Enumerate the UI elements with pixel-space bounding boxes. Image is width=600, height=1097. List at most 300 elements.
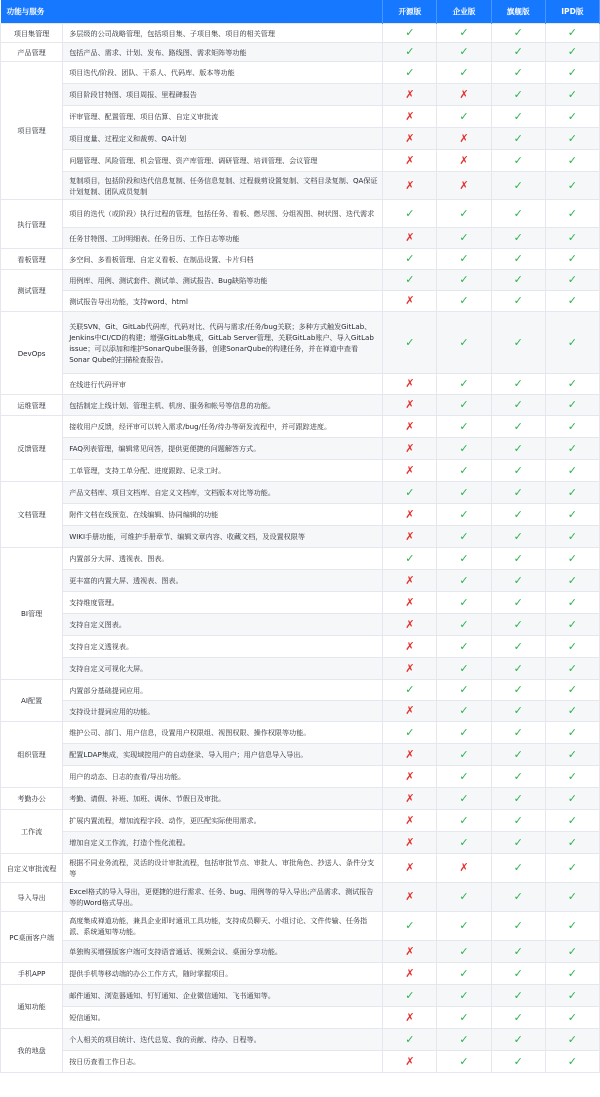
check-icon: ✓ — [405, 206, 415, 220]
feature-description: WIKI手册功能，可维护手册章节、编辑文章内容、收藏文档，及设置权限等 — [63, 526, 383, 548]
feature-description: 支持设计提词应用的功能。 — [63, 701, 383, 722]
check-icon: ✓ — [459, 813, 469, 827]
table-row — [1, 832, 600, 854]
cross-icon: ✗ — [405, 639, 415, 653]
table-row — [1, 395, 600, 416]
table-row — [1, 482, 600, 504]
table-header-row — [1, 0, 600, 24]
availability-cell — [491, 832, 545, 854]
category-cell: 执行管理 — [1, 200, 63, 249]
check-icon: ✓ — [513, 26, 523, 39]
check-icon: ✓ — [405, 335, 415, 349]
table-row — [1, 883, 600, 912]
check-icon: ✓ — [513, 769, 523, 783]
availability-cell — [383, 570, 437, 592]
availability-cell — [491, 1029, 545, 1051]
feature-description: 支持自定义透视表。 — [63, 636, 383, 658]
availability-cell — [437, 592, 491, 614]
availability-cell — [383, 1051, 437, 1073]
availability-cell — [491, 680, 545, 701]
check-icon: ✓ — [513, 463, 523, 477]
availability-cell — [383, 416, 437, 438]
category-cell: 导入导出 — [1, 883, 63, 912]
check-icon: ✓ — [567, 1054, 577, 1068]
check-icon: ✓ — [567, 919, 577, 932]
cross-icon: ✗ — [405, 377, 415, 390]
availability-cell — [491, 416, 545, 438]
availability-cell — [545, 249, 599, 270]
edition-header-ipd: IPD版 — [545, 0, 599, 24]
table-row — [1, 200, 600, 228]
table-row — [1, 1029, 600, 1051]
availability-cell — [545, 701, 599, 722]
availability-cell — [437, 854, 491, 883]
availability-cell — [545, 438, 599, 460]
availability-cell — [491, 172, 545, 200]
check-icon: ✓ — [459, 595, 469, 609]
availability-cell — [491, 24, 545, 43]
availability-cell — [383, 1007, 437, 1029]
check-icon: ✓ — [459, 1054, 469, 1068]
availability-cell — [437, 548, 491, 570]
check-icon: ✓ — [513, 507, 523, 521]
check-icon: ✓ — [513, 294, 523, 307]
category-cell: 文档管理 — [1, 482, 63, 548]
category-cell: DevOps — [1, 312, 63, 395]
availability-cell — [545, 854, 599, 883]
edition-header-open-source: 开源版 — [383, 0, 437, 24]
table-row — [1, 680, 600, 701]
check-icon: ✓ — [513, 861, 523, 874]
check-icon: ✓ — [405, 45, 415, 58]
availability-cell — [437, 570, 491, 592]
feature-description: 关联SVN、Git、GitLab代码库，代码对比、代码与需求/任务/bug关联；多种方式触发GitLab、Jenkins中CI/CD的构建；增强GitLab集成，GitLab Server管理、关联GitLab账户、导入GitLab issue；可以添加和维护SonarQube服务器，创建SonarQube的构建任务，并在禅道中查看Sonar Qube的扫描检查报告。 — [63, 312, 383, 374]
availability-cell — [437, 701, 491, 722]
availability-cell — [545, 312, 599, 374]
table-row — [1, 150, 600, 172]
check-icon: ✓ — [567, 463, 577, 477]
check-icon: ✓ — [567, 573, 577, 587]
check-icon: ✓ — [459, 725, 469, 739]
category-cell: 运维管理 — [1, 395, 63, 416]
availability-cell — [383, 312, 437, 374]
check-icon: ✓ — [567, 861, 577, 874]
availability-cell — [545, 291, 599, 312]
category-cell: 通知功能 — [1, 985, 63, 1029]
cross-icon: ✗ — [405, 813, 415, 827]
check-icon: ✓ — [567, 890, 577, 903]
check-icon: ✓ — [459, 377, 469, 390]
category-cell: 自定义审批流程 — [1, 854, 63, 883]
check-icon: ✓ — [567, 551, 577, 565]
availability-cell — [383, 744, 437, 766]
availability-cell — [383, 985, 437, 1007]
edition-header-enterprise: 企业版 — [437, 0, 491, 24]
check-icon: ✓ — [405, 26, 415, 39]
availability-cell — [437, 680, 491, 701]
feature-description: 项目度量、过程定义和裁剪、QA计划 — [63, 128, 383, 150]
availability-cell — [545, 985, 599, 1007]
check-icon: ✓ — [513, 595, 523, 609]
check-icon: ✓ — [459, 639, 469, 653]
availability-cell — [383, 832, 437, 854]
availability-cell — [491, 701, 545, 722]
check-icon: ✓ — [513, 131, 523, 145]
availability-cell — [545, 460, 599, 482]
availability-cell — [491, 854, 545, 883]
cross-icon: ✗ — [459, 861, 469, 874]
table-row — [1, 810, 600, 832]
check-icon: ✓ — [567, 529, 577, 543]
check-icon: ✓ — [567, 791, 577, 805]
availability-cell — [437, 24, 491, 43]
cross-icon: ✗ — [405, 861, 415, 874]
check-icon: ✓ — [513, 252, 523, 265]
cross-icon: ✗ — [405, 966, 415, 980]
table-row — [1, 228, 600, 249]
availability-cell — [491, 941, 545, 963]
availability-cell — [383, 766, 437, 788]
check-icon: ✓ — [459, 769, 469, 783]
availability-cell — [437, 249, 491, 270]
availability-cell — [545, 592, 599, 614]
availability-cell — [491, 482, 545, 504]
check-icon: ✓ — [513, 835, 523, 849]
table-row — [1, 658, 600, 680]
check-icon: ✓ — [459, 463, 469, 477]
check-icon: ✓ — [459, 273, 469, 286]
table-row — [1, 912, 600, 941]
check-icon: ✓ — [405, 919, 415, 932]
check-icon: ✓ — [459, 551, 469, 565]
table-row — [1, 570, 600, 592]
availability-cell — [383, 482, 437, 504]
check-icon: ✓ — [459, 573, 469, 587]
check-icon: ✓ — [567, 639, 577, 653]
check-icon: ✓ — [513, 639, 523, 653]
feature-description: 包括制定上线计划、管理主机、机房、服务和帐号等信息的功能。 — [63, 395, 383, 416]
check-icon: ✓ — [567, 153, 577, 167]
check-icon: ✓ — [459, 294, 469, 307]
cross-icon: ✗ — [405, 153, 415, 167]
cross-icon: ✗ — [405, 441, 415, 455]
availability-cell — [491, 658, 545, 680]
availability-cell — [383, 24, 437, 43]
availability-cell — [383, 658, 437, 680]
cross-icon: ✗ — [405, 419, 415, 433]
check-icon: ✓ — [459, 704, 469, 717]
check-icon: ✓ — [513, 1032, 523, 1046]
availability-cell — [545, 744, 599, 766]
availability-cell — [437, 150, 491, 172]
feature-description: 短信通知。 — [63, 1007, 383, 1029]
availability-cell — [545, 658, 599, 680]
check-icon: ✓ — [513, 273, 523, 286]
feature-description: 内置部分基础提词应用。 — [63, 680, 383, 701]
cross-icon: ✗ — [405, 109, 415, 123]
availability-cell — [437, 832, 491, 854]
table-row — [1, 84, 600, 106]
check-icon: ✓ — [459, 231, 469, 244]
availability-cell — [383, 941, 437, 963]
category-cell: 项目集管理 — [1, 24, 63, 43]
availability-cell — [437, 614, 491, 636]
check-icon: ✓ — [513, 813, 523, 827]
table-row — [1, 766, 600, 788]
availability-cell — [491, 291, 545, 312]
availability-cell — [491, 548, 545, 570]
check-icon: ✓ — [513, 206, 523, 220]
availability-cell — [437, 1051, 491, 1073]
table-row — [1, 985, 600, 1007]
availability-cell — [437, 963, 491, 985]
cross-icon: ✗ — [459, 87, 469, 101]
check-icon: ✓ — [567, 377, 577, 390]
feature-description: 维护公司、部门、用户信息，设置用户权限组、视图权限、操作权限等功能。 — [63, 722, 383, 744]
category-cell: 手机APP — [1, 963, 63, 985]
check-icon: ✓ — [513, 988, 523, 1002]
table-row — [1, 701, 600, 722]
availability-cell — [491, 766, 545, 788]
check-icon: ✓ — [567, 944, 577, 958]
category-cell: BI管理 — [1, 548, 63, 680]
availability-cell — [491, 883, 545, 912]
availability-cell — [437, 482, 491, 504]
feature-description: 考勤、请假、补班、加班、调休、节假日及审批。 — [63, 788, 383, 810]
availability-cell — [545, 200, 599, 228]
availability-cell — [383, 228, 437, 249]
check-icon: ✓ — [513, 791, 523, 805]
cross-icon: ✗ — [405, 294, 415, 307]
category-cell: 反馈管理 — [1, 416, 63, 482]
availability-cell — [383, 249, 437, 270]
category-cell: 我的地盘 — [1, 1029, 63, 1073]
table-row — [1, 504, 600, 526]
feature-column-header: 功能与服务 — [1, 0, 383, 24]
feature-description: 扩展内置流程，增加流程字段、动作，更匹配实际使用需求。 — [63, 810, 383, 832]
check-icon: ✓ — [567, 617, 577, 631]
table-row — [1, 744, 600, 766]
check-icon: ✓ — [513, 529, 523, 543]
check-icon: ✓ — [567, 398, 577, 411]
check-icon: ✓ — [567, 294, 577, 307]
table-row — [1, 460, 600, 482]
availability-cell — [491, 636, 545, 658]
table-row — [1, 416, 600, 438]
check-icon: ✓ — [513, 398, 523, 411]
table-row — [1, 592, 600, 614]
check-icon: ✓ — [567, 252, 577, 265]
check-icon: ✓ — [459, 109, 469, 123]
availability-cell — [491, 570, 545, 592]
check-icon: ✓ — [513, 178, 523, 192]
check-icon: ✓ — [513, 1010, 523, 1024]
feature-description: 根据不同业务流程，灵活的设计审批流程，包括审批节点、审批人、审批角色、抄送人、条件分支等 — [63, 854, 383, 883]
availability-cell — [437, 200, 491, 228]
availability-cell — [491, 150, 545, 172]
availability-cell — [437, 228, 491, 249]
availability-cell — [545, 614, 599, 636]
table-row — [1, 614, 600, 636]
availability-cell — [437, 395, 491, 416]
availability-cell — [491, 374, 545, 395]
check-icon: ✓ — [459, 661, 469, 675]
availability-cell — [491, 1007, 545, 1029]
feature-description: 产品文档库、项目文档库、自定义文档库，文档版本对比等功能。 — [63, 482, 383, 504]
availability-cell — [383, 1029, 437, 1051]
table-row — [1, 854, 600, 883]
cross-icon: ✗ — [405, 507, 415, 521]
availability-cell — [545, 548, 599, 570]
feature-description: 用户的动态、日志的查看/导出功能。 — [63, 766, 383, 788]
availability-cell — [545, 43, 599, 62]
availability-cell — [383, 291, 437, 312]
check-icon: ✓ — [567, 1032, 577, 1046]
check-icon: ✓ — [459, 65, 469, 79]
availability-cell — [545, 788, 599, 810]
availability-cell — [383, 172, 437, 200]
availability-cell — [491, 395, 545, 416]
check-icon: ✓ — [405, 273, 415, 286]
availability-cell — [491, 249, 545, 270]
availability-cell — [383, 395, 437, 416]
check-icon: ✓ — [513, 1054, 523, 1068]
cross-icon: ✗ — [405, 87, 415, 101]
check-icon: ✓ — [459, 966, 469, 980]
cross-icon: ✗ — [459, 153, 469, 167]
check-icon: ✓ — [405, 485, 415, 499]
availability-cell — [545, 810, 599, 832]
availability-cell — [437, 788, 491, 810]
availability-cell — [437, 504, 491, 526]
availability-cell — [491, 614, 545, 636]
cross-icon: ✗ — [405, 617, 415, 631]
feature-description: Excel格式的导入导出，更便捷的进行需求、任务、bug、用例等的导入导出;产品需求、测试报告等的Word格式导出。 — [63, 883, 383, 912]
availability-cell — [545, 172, 599, 200]
check-icon: ✓ — [567, 26, 577, 39]
availability-cell — [545, 374, 599, 395]
check-icon: ✓ — [459, 1032, 469, 1046]
availability-cell — [491, 43, 545, 62]
table-row — [1, 526, 600, 548]
category-cell: PC桌面客户端 — [1, 912, 63, 963]
availability-cell — [383, 128, 437, 150]
availability-cell — [545, 228, 599, 249]
check-icon: ✓ — [567, 131, 577, 145]
availability-cell — [545, 24, 599, 43]
availability-cell — [383, 548, 437, 570]
availability-cell — [545, 62, 599, 84]
feature-description: 邮件通知、浏览器通知、钉钉通知、企业微信通知、飞书通知等。 — [63, 985, 383, 1007]
category-cell: 工作流 — [1, 810, 63, 854]
feature-description: 复制项目，包括阶段和迭代信息复制、任务信息复制、过程裁剪设置复制、文档目录复制、QA保证计划复制、团队成员复制 — [63, 172, 383, 200]
availability-cell — [545, 150, 599, 172]
check-icon: ✓ — [513, 617, 523, 631]
availability-cell — [437, 62, 491, 84]
feature-description: 单独购买增强版客户端可支持语音通话、视频会议、桌面分享功能。 — [63, 941, 383, 963]
check-icon: ✓ — [567, 45, 577, 58]
table-row — [1, 62, 600, 84]
availability-cell — [437, 128, 491, 150]
check-icon: ✓ — [567, 206, 577, 220]
availability-cell — [383, 592, 437, 614]
cross-icon: ✗ — [405, 231, 415, 244]
availability-cell — [437, 374, 491, 395]
availability-cell — [545, 636, 599, 658]
availability-cell — [383, 84, 437, 106]
cross-icon: ✗ — [405, 791, 415, 805]
check-icon: ✓ — [513, 335, 523, 349]
check-icon: ✓ — [513, 485, 523, 499]
cross-icon: ✗ — [405, 529, 415, 543]
availability-cell — [383, 810, 437, 832]
check-icon: ✓ — [459, 1010, 469, 1024]
check-icon: ✓ — [567, 419, 577, 433]
availability-cell — [491, 1051, 545, 1073]
check-icon: ✓ — [513, 704, 523, 717]
check-icon: ✓ — [513, 551, 523, 565]
availability-cell — [383, 43, 437, 62]
feature-description: 用例库、用例、测试套件、测试单、测试报告、Bug缺陷等功能 — [63, 270, 383, 291]
cross-icon: ✗ — [459, 178, 469, 192]
check-icon: ✓ — [459, 890, 469, 903]
feature-description: 支持自定义图表。 — [63, 614, 383, 636]
availability-cell — [491, 788, 545, 810]
availability-cell — [383, 963, 437, 985]
check-icon: ✓ — [405, 1032, 415, 1046]
cross-icon: ✗ — [459, 131, 469, 145]
table-row — [1, 722, 600, 744]
availability-cell — [545, 912, 599, 941]
feature-description: 增加自定义工作流，打造个性化流程。 — [63, 832, 383, 854]
availability-cell — [545, 270, 599, 291]
check-icon: ✓ — [567, 683, 577, 696]
check-icon: ✓ — [459, 747, 469, 761]
availability-cell — [437, 416, 491, 438]
availability-cell — [437, 106, 491, 128]
availability-cell — [545, 128, 599, 150]
check-icon: ✓ — [513, 109, 523, 123]
feature-description: 评审管理、配置管理、项目估算、自定义审批流 — [63, 106, 383, 128]
check-icon: ✓ — [459, 835, 469, 849]
feature-description: 个人相关的项目统计、迭代总览、我的贡献、待办、日程等。 — [63, 1029, 383, 1051]
check-icon: ✓ — [567, 87, 577, 101]
check-icon: ✓ — [459, 45, 469, 58]
check-icon: ✓ — [405, 252, 415, 265]
category-cell: 产品管理 — [1, 43, 63, 62]
availability-cell — [545, 1007, 599, 1029]
category-cell: AI配置 — [1, 680, 63, 722]
feature-description: 问题管理、风险管理、机会管理、资产库管理、调研管理、培训管理、会议管理 — [63, 150, 383, 172]
availability-cell — [437, 912, 491, 941]
availability-cell — [545, 722, 599, 744]
table-row — [1, 249, 600, 270]
check-icon: ✓ — [459, 683, 469, 696]
availability-cell — [545, 766, 599, 788]
table-row — [1, 43, 600, 62]
feature-description: 项目的迭代（或阶段）执行过程的管理，包括任务、看板、燃尽图、分组视图、树状图、迭代需求 — [63, 200, 383, 228]
availability-cell — [545, 1029, 599, 1051]
availability-cell — [383, 504, 437, 526]
availability-cell — [491, 312, 545, 374]
category-cell: 看板管理 — [1, 249, 63, 270]
availability-cell — [437, 270, 491, 291]
availability-cell — [383, 200, 437, 228]
availability-cell — [491, 810, 545, 832]
check-icon: ✓ — [405, 725, 415, 739]
availability-cell — [437, 985, 491, 1007]
availability-cell — [437, 810, 491, 832]
